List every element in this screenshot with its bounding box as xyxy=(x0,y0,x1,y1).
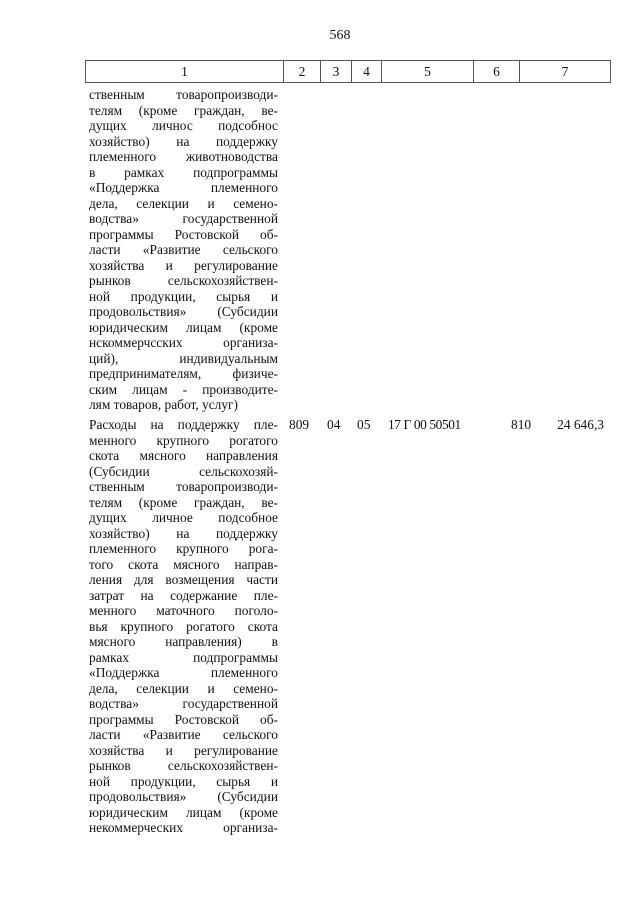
description-line: ной продукции, сырья и xyxy=(89,288,278,304)
description-line: дущих личнос подсобнос xyxy=(89,118,278,133)
description-line: дела, селекции и семено- xyxy=(89,680,278,696)
description-line: менного крупного рогатого xyxy=(89,432,278,448)
description-line: ной продукции, сырья и xyxy=(89,773,278,789)
description-line: телям (кроме граждан, ве- xyxy=(89,102,278,118)
description-line: того скота мясного направ- xyxy=(89,556,278,572)
row-2-col-6: 810 xyxy=(511,417,532,432)
header-col-2: 2 xyxy=(283,61,320,82)
description-line: дущих личное подсобное xyxy=(89,510,278,525)
description-line: ласти «Развитие сельского xyxy=(89,727,278,742)
description-line: вья крупного рогатого скота xyxy=(89,618,278,634)
description-line: рынков сельскохозяйствен- xyxy=(89,758,278,773)
row-2-col-7: 24 646,3 xyxy=(557,417,604,432)
description-line: программы Ростовской об- xyxy=(89,226,278,242)
row-2-description xyxy=(89,417,278,836)
header-col-3: 3 xyxy=(320,61,351,82)
header-col-5: 5 xyxy=(381,61,473,82)
row-2-col-3: 04 xyxy=(327,417,341,432)
description-line: нскоммерчcских организа- xyxy=(89,335,278,350)
description-line: хозяйства и регулирование xyxy=(89,742,278,758)
description-line: ственным товаропроизводи- xyxy=(89,87,278,102)
description-line: скота мясного направления xyxy=(89,448,278,463)
description-line: «Поддержка племенного xyxy=(89,665,278,680)
row-2-col-4: 05 xyxy=(357,417,371,432)
description-line: предпринимателям, физиче- xyxy=(89,366,278,381)
description-line: ления для возмещения части xyxy=(89,572,278,587)
header-col-4: 4 xyxy=(351,61,381,82)
description-line: хозяйство) на поддержку xyxy=(89,525,278,541)
description-line: менного маточного поголо- xyxy=(89,603,278,618)
description-line: племенного животноводства xyxy=(89,149,278,164)
description-line: ственным товаропроизводи- xyxy=(89,479,278,494)
description-line: (Субсидии сельскохозяй- xyxy=(89,463,278,479)
description-line: водства» государственной xyxy=(89,696,278,711)
row-2-col-5: 17 Г 00 50501 xyxy=(388,417,461,432)
description-line: Расходы на поддержку пле- xyxy=(89,417,278,432)
description-line: мясного направления) в xyxy=(89,634,278,649)
page-number: 568 xyxy=(329,28,351,43)
description-line: некоммерческих организа- xyxy=(89,820,278,835)
description-line: рамках подпрограммы xyxy=(89,649,278,665)
description-line: дела, селекции и семено- xyxy=(89,195,278,211)
description-line: хозяйство) на поддержку xyxy=(89,133,278,149)
description-line: рынков сельскохозяйствен- xyxy=(89,273,278,288)
header-col-7: 7 xyxy=(519,61,610,82)
table-header-row xyxy=(85,60,611,83)
header-col-1: 1 xyxy=(181,64,188,79)
description-line: программы Ростовской об- xyxy=(89,711,278,727)
description-line: юридическим лицам (кроме xyxy=(89,804,278,820)
description-line: продовольствия» (Субсидии xyxy=(89,304,278,319)
row-2-col-2: 809 xyxy=(289,417,310,432)
description-line: хозяйства и регулирование xyxy=(89,257,278,273)
description-line: затрат на содержание пле- xyxy=(89,587,278,603)
description-line: продовольствия» (Субсидии xyxy=(89,789,278,804)
row-1-description xyxy=(89,87,278,413)
description-line: ским лицам - производите- xyxy=(89,381,278,397)
description-line: племенного крупного рога- xyxy=(89,541,278,556)
header-col-6: 6 xyxy=(473,61,519,82)
description-line: в рамках подпрограммы xyxy=(89,164,278,180)
description-line: «Поддержка племенного xyxy=(89,180,278,195)
description-line: юридическим лицам (кроме xyxy=(89,319,278,335)
description-line: лям товаров, работ, услуг) xyxy=(89,397,239,412)
description-line: ций), индивидуальным xyxy=(89,350,278,366)
description-line: ласти «Развитие сельского xyxy=(89,242,278,257)
description-line: телям (кроме граждан, ве- xyxy=(89,494,278,510)
description-line: водства» государственной xyxy=(89,211,278,226)
